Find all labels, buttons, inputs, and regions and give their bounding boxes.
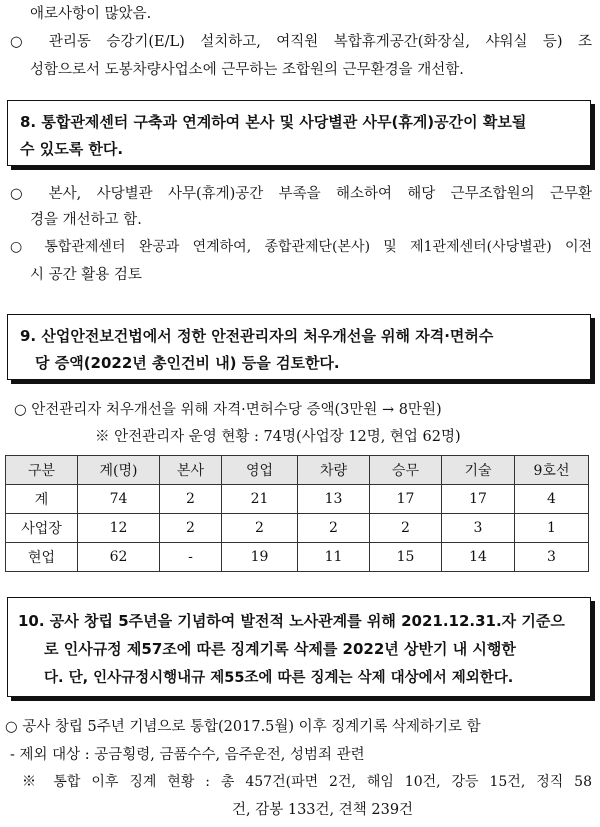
item9-bullet: ○ 안전관리자 처우개선을 위해 자격·면허수당 증액(3만원 → 8만원) xyxy=(14,402,442,418)
item10-title-line3: 다. 단, 인사규정시행내규 제55조에 따른 징계는 삭제 대상에서 제외한다. xyxy=(44,670,514,686)
table-header-cell: 본사 xyxy=(160,456,222,485)
item8-bullet: ○ 본사, 사당별관 사무(휴게)공간 부족을 해소하여 해당 근무조합원의 근무환 xyxy=(10,186,592,202)
table-header-cell: 승무 xyxy=(370,456,442,485)
paragraph-line: 애로사항이 많았음. xyxy=(30,6,152,22)
table-cell: 1 xyxy=(515,514,589,543)
table-header-cell: 기술 xyxy=(442,456,515,485)
table-row xyxy=(6,485,589,514)
item10-exclusion: - 제외 대상 : 공금횡령, 금품수수, 음주운전, 성범죄 관련 xyxy=(10,747,365,763)
table-cell: - xyxy=(160,543,222,572)
paragraph-line: ○ 관리동 승강기(E/L) 설치하고, 여직원 복합휴게공간(화장실, 샤워실 등) 조 xyxy=(10,34,592,50)
item8-bullet-cont: 시 공간 활용 검토 xyxy=(30,267,142,283)
item10-title-line2: 로 인사규정 제57조에 따른 징계기록 삭제를 2022년 상반기 내 시행한 xyxy=(44,640,516,658)
table-cell: 19 xyxy=(222,543,298,572)
table-cell: 2 xyxy=(160,514,222,543)
table-row xyxy=(6,514,589,543)
table-cell: 21 xyxy=(222,485,298,514)
table-header-cell: 계(명) xyxy=(78,456,160,485)
table-cell: 17 xyxy=(442,485,515,514)
item8-heading-box xyxy=(7,100,591,166)
table-header-cell: 차량 xyxy=(298,456,370,485)
table-header-cell: 9호선 xyxy=(515,456,589,485)
table-cell: 2 xyxy=(160,485,222,514)
table-cell: 13 xyxy=(298,485,370,514)
table-row xyxy=(6,543,589,572)
item10-heading-box xyxy=(7,597,591,697)
table-cell: 사업장 xyxy=(6,514,78,543)
item8-title-line2: 수 있도록 한다. xyxy=(20,140,124,158)
table-cell: 현업 xyxy=(6,543,78,572)
table-header-cell: 구분 xyxy=(6,456,78,485)
item10-note-cont: 건, 감봉 133건, 견책 239건 xyxy=(232,802,414,818)
item9-note: ※ 안전관리자 운영 현황 : 74명(사업장 12명, 현업 62명) xyxy=(95,429,461,445)
table-cell: 3 xyxy=(515,543,589,572)
table-cell: 15 xyxy=(370,543,442,572)
paragraph-line: 성함으로서 도봉차량사업소에 근무하는 조합원의 근무환경을 개선함. xyxy=(30,62,464,78)
table-cell: 2 xyxy=(222,514,298,543)
item8-title-line1: 8. 통합관제센터 구축과 연계하여 본사 및 사당별관 사무(휴게)공간이 확보될 xyxy=(20,113,527,131)
table-cell: 17 xyxy=(370,485,442,514)
item10-bullet: ○ 공사 창립 5주년 기념으로 통합(2017.5월) 이후 징계기록 삭제하기로 함 xyxy=(5,719,481,735)
table-cell: 62 xyxy=(78,543,160,572)
table-cell: 74 xyxy=(78,485,160,514)
item9-title-line1: 9. 산업안전보건법에서 정한 안전관리자의 처우개선을 위해 자격·면허수 xyxy=(20,327,494,345)
table-header-row xyxy=(6,456,589,485)
item10-note: ※ 통합 이후 징계 현황 : 총 457건(파면 2건, 해임 10건, 강등 15건, 정직 58 xyxy=(22,774,592,790)
item9-title-line2: 당 증액(2022년 총인건비 내) 등을 검토한다. xyxy=(35,354,340,372)
table-cell: 12 xyxy=(78,514,160,543)
table-cell: 2 xyxy=(370,514,442,543)
table-cell: 11 xyxy=(298,543,370,572)
item10-title-line1: 10. 공사 창립 5주년을 기념하여 발전적 노사관계를 위해 2021.12.31.자 기준으 xyxy=(18,612,565,630)
safety-manager-table xyxy=(5,455,589,572)
table-cell: 2 xyxy=(298,514,370,543)
item8-bullet-cont: 경을 개선하고 함. xyxy=(30,212,142,228)
item9-heading-box xyxy=(7,314,591,380)
table-cell: 3 xyxy=(442,514,515,543)
table-cell: 계 xyxy=(6,485,78,514)
table-cell: 4 xyxy=(515,485,589,514)
item8-bullet: ○ 통합관제센터 완공과 연계하여, 종합관제단(본사) 및 제1관제센터(사당별관) 이전 xyxy=(10,239,592,255)
table-cell: 14 xyxy=(442,543,515,572)
table-header-cell: 영업 xyxy=(222,456,298,485)
